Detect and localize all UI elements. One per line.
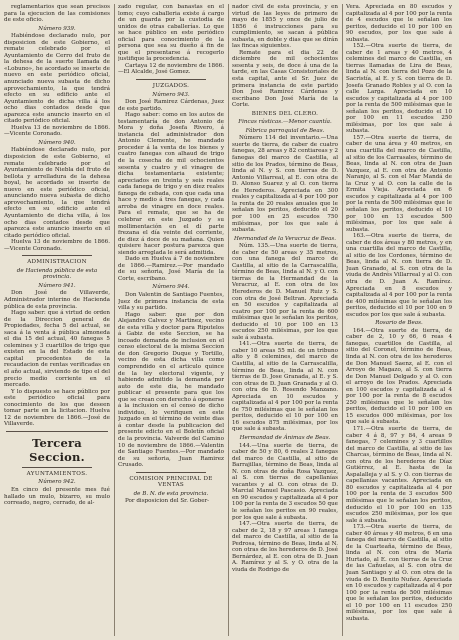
section-subheading: de B. N. de esta provincia. bbox=[133, 490, 209, 497]
paragraph: Hago saber: como en los autos de testamentaría de don Antonio de Mora y doña Josefa Rivero, á instancia del administrador don Antonio Clemente, he mandado proceder á la venta de los bienes y cuatro fanegas con alhaud de trigo de la cosecha de mil ochocientos sesenta y cuatro y el vinagre de dicha testamentaria existente; apreciados en treinta y seis reales cada fanega de trigo y en diez reales fanega de cebada, con que cada una hace y medio á tres fanegas, y cada arroba de vinagre en doce reales. Para el remate, que se ha de celebrar en este Juzgado y su mollimentación en el dí parte frezana el día veinte del corriente, de diez á doce de su mañana. Quien quisiere hacer postura parezca que siendo arreglada le será admitida. bbox=[118, 112, 224, 256]
paragraph: nador civil de esta provincia, y en virtud de las leyes de primero de mayo de 1855 y once de julio de 1856 é instrucciones para su cumplimiento, se sacan á pública subasta, en doble y dias que se dirán las fincas siguientes. bbox=[232, 4, 338, 50]
paragraph: Hago saber: que á virtud de orden de la Direccion general de Propiedades, fecha 5 del actual, se saca á la venta á pública almoneda el dia 15 del actual, 40 fanegas 5 celemines y 3 cuartillos de trigo que existen en la del Estado de esta capital procedentes de la recaudacion de rentas verificadas en el año actual, sirviendo de tipo el del precio medio corriente en el mercado. bbox=[4, 310, 110, 389]
column-rule bbox=[114, 4, 115, 636]
paragraph: Don José Ramirez Cárdenas, Juez de este partido. bbox=[118, 99, 224, 112]
paragraph: En cinco del presente mes fué hallado un mulo, bizarro, su mulo correado, negro, cerrado, de al- bbox=[4, 487, 110, 507]
paragraph: Núm. 135.—Una suerte de tierra, de caber de 50 areas y 35 metros, con una fanega del marco de Castilla, al sitio de la Carrascalilla, término de Beas, linda al N. y O. con tierras de la Hermandad de la Veracruz, al E. con otra de los Herederos de D. Manuel Ruiz y S. con otra de José Beltran. Apreciada en 50 escudos y capitalizada al cuatro por 100 por la renta de 600 milésimas que le señalan los peritos, deducido el 10 por 100 en 13 escudos 250 milésimas, por los que sale á subasta. bbox=[232, 243, 338, 341]
paragraph: Habiéndose declarado nulo, por disposicion de este Gobierno, el remate celebrado por el Ayuntamiento de Cerro del fruto de la dehesa de la suerte llamada de «Lobuno», he acordado se inserte de nuevo en este periódico oficial, anunciado nueva subasta de dicho aprovechamiento, la que tendrá efecto en su edificio ante el Ayuntamiento de dicha villa á los ocho dias contados desde que aparezca este anuncio inserto en el citado periódico oficial. bbox=[4, 33, 110, 125]
column-rule bbox=[228, 4, 229, 636]
section-heading: ADMINISTRACION bbox=[27, 259, 87, 266]
paragraph: reglamentarios que sean precisos para la ejecucion de las comisiones de este oficio. bbox=[4, 4, 110, 24]
paragraph: 152.—Otra suerte de tierra, de caber de 1 areas y 40 metros, 4 celemines del marco de Castilla, en tierras llamadas de Lira de Beas, linda al N. con tierra del Pozo de la Sacristía, al E. y S. con tierra de D. Josefa Granado Robles y al O. con la calle Larga. Apreciada en 10 escudos y capitalizada al 4 por 100 por la renta de 500 milésimas que le señalan los peritos, deducido el 10 por 100 en 11 escudos 250 milésimas, por los que sale á subasta. bbox=[346, 43, 452, 135]
paragraph: Remate para el dia 22 de diciembre de mil ochocientos sesenta y seis, de doce á una de la tarde, en las Casas Consistoriales de esta capital, ante el Sr. Juez de primera instancia de este partido Don José Ramirez Cárdenas y escribano Don José María de la Corte. bbox=[232, 49, 338, 109]
paragraph: 144.—Una suerte de tierra, de caber de 50 y 80, 6 reales 2 fanegas del marco de Castilla, al sitio de Barrajillas, término de Beas, linda al N. con otras de doña Rosa Vazquez, al S. con tierras de capellanías vacantes y al O. con otras de D. Marcial Manuel Pascasio. Apreciada en 90 escudos y capitalizada al 4 por 100 por la renta de 3 escudos 50 que le señalan los peritos en 90 reales, por los que sale á subasta. bbox=[232, 442, 338, 521]
paragraph: Y lo dispuesto se hace público por este periódico oficial para conocimiento de los que deseen tomar parte en la licitacion. Huelva 12 de noviembre de 1866.—José de Villaverde. bbox=[4, 388, 110, 428]
section-subheading: Fábrica parroquial de Beas. bbox=[245, 127, 325, 134]
section-subheading: Fincas rústicas.—Menor cuantía. bbox=[238, 119, 332, 126]
section-subheading: Hermandad de Ánimas de Beas. bbox=[239, 435, 331, 441]
signature: Huelva 13 de noviembre de 1866.—Vicente Coronado. bbox=[4, 124, 110, 138]
column-4 bbox=[346, 4, 452, 636]
column-1 bbox=[4, 4, 110, 636]
paragraph: 147.—Otra suerte de tierra, de caber de 2, 18 y 97 areas 1 fanega del marco de Castilla, al sitio de la Pedrosa, término de Beas, linda al N. con otras de los herederos de D. José Bernárdez, al E. con otra de D. Juan A. Ramírez y al S. y O. otra de la viuda de Rodrigo de bbox=[232, 521, 338, 573]
paragraph: 171.—Otra suerte de tierra, de caber 4 á 8, 97 y 84, 4 areas 9 fanegas, 7 celemines y 3 cuartillos del marco de Castilla, al sitio de las Charcas, término de Beas, linda al N. con otra de los herederos de Díaz Gutiérrez, al E. hasta de la Aspalalleja y al S. y O. con tierras de capellanías vacantes. Apreciada en 80 escudos y capitalizada al 4 por 100 por la renta de 3 escudos 500 milésimas que le señalan los peritos, deducido el 10 por 100 en 135 escudos 250 milésimas, por los que sale á subasta. bbox=[346, 426, 452, 524]
paragraph: 164.—Otra suerte de tierra, de caber de 2, 10 y 66, 6 reas 4 fanegas, cuartillos de Castilla, al sitio del Coronel, término de Beas, linda al N. con otra de los herederos de Don Manuel Saenz, al E. con el Arroyo de Magazo, al S. con tierra de Don Manuel Delgado y al O. con el arroyo de los Prados. Apreciada en 100 escudos y capitalizada al 4 por 100 por la renta de 8 escudos 250 milésimas que le señalan los peritos, deducido el 10 por 100 en 15 escudos 000 milésimas, por los que sale á subasta. bbox=[346, 327, 452, 426]
divider bbox=[6, 431, 108, 432]
notice-number: Número 942. bbox=[38, 479, 76, 486]
section-heading: COMISION PRINCIPAL DE VENTAS bbox=[129, 475, 213, 489]
paragraph: Don Valentin de Santiago Fuentes, Juez de primera instancia de esta villa y su partido. bbox=[118, 291, 224, 312]
section-title: Tercera Seccion. bbox=[29, 435, 85, 464]
paragraph: 163.—Otra suerte de tierra, de caber de dos áreas y 80 metros, y en una cuartilla del marco de Castilla, al sitio de los Cordones, término de Beas, linda al N. con tierra de D. Juan Granado, al S. con otra de la viuda de Andrés Villarreal y al O. con otra de D. Juan A. Ramírez. Apreciada en 8 escudos y capitalizada al 4 por 100 por la renta de 400 milésimas que le señalan los peritos, deducido el 10 por 100 en 9 escudos por los que sale á subasta. bbox=[346, 233, 452, 318]
notice-number: Número 943. bbox=[152, 91, 190, 98]
column-rule bbox=[342, 4, 343, 636]
section-heading: JUZGADOS. bbox=[152, 83, 190, 90]
section-heading: BIENES DEL CLERO. bbox=[251, 110, 319, 117]
section-subheading: Rosario de Beas. bbox=[375, 320, 423, 327]
notice-number: Número 944. bbox=[152, 284, 190, 291]
notice-number: Número 941. bbox=[38, 282, 76, 289]
divider bbox=[136, 472, 206, 473]
divider bbox=[22, 255, 92, 256]
paragraph: zado regular, con banastas en el lomo; cuyo caballeria existe á cargo de un guarda por la custodia de unidos de otras caballerías. Lo que se hace público en este periódico oficial para conocimiento de la persona que sea su dueño á fin de que el presentarse á recogerlo justifique la procedencia. bbox=[118, 4, 224, 63]
section-subheading: de Hacienda pública de esta provincia. bbox=[16, 267, 98, 281]
paragraph: Por disposicion del Sr. Gober- bbox=[125, 498, 210, 505]
notice-number: Número 940. bbox=[38, 139, 76, 146]
paragraph: Don José de Villaverde, Administrador interino de Hacienda pública de esta provincia. bbox=[4, 290, 110, 310]
signature: Cartaya 12 de noviembre de 1866.—El Alcalde, José Gomez. bbox=[118, 62, 224, 76]
paragraph: Habiéndose declarado nulo, por disposicion de este Gobierno, el remate celebrado por el Ayuntamiento de Niebla del fruto de bellota y arrelladura de la dehesa boyal, he acordado se inserte de nuevo en este periódico oficial, anunciando nueva subasta de dicho aprovechamiento, la que tendrá efecto en su edificio ante el Ayuntamiento de dicha villa, á los ocho dias contados desde que aparezca este anuncio inserto en el citado periódico oficial. bbox=[4, 147, 110, 239]
paragraph: 157.—Otra suerte de tierra, de caber de una área y 40 metros, en una cuartilla del marco de Castilla, al sitio de los Carrasales, término de Beas, linda al N. con otra de Juan Vazquez, al E. con otra de Antonio Naranjo, al S. con el Mar Mandá de la Cruz y al O. con la calle de la Ermita Vieja. Apreciada en 6 escudos y capitalizada al 4 por 100 por la renta de 500 milésimas que le señalan los peritos, deducido el 10 por 100 en 13 escudos 500 milésimas, por los que sale á subasta. bbox=[346, 134, 452, 233]
column-2 bbox=[118, 4, 224, 636]
signature: Huelva 13 de noviembre de 1866.—Vicente Coronado. bbox=[4, 239, 110, 252]
column-3 bbox=[232, 4, 338, 636]
paragraph: Hago saber: que por don Alejandro Calvez y Martinez, vecino de esta villa y doctor para Riputelos á Gabiz de este Seccion, se ha incoado demanda de inclusion en el censo electoral de la misma Seccion de don Gregorio Duque y Tortillo, vecino de esta dicha villa como comprendido en el articulo quince de la ley electoral vigente, y habiendo admitido la demanda por auto de este dia, he mandado publicar el presente para que los que se crean con derecho á oponerse á la inclusion en el censo de dicho individuo, lo verifiquen en este Juzgado en el término de veinte dias á contar desde la publicacion del presente edicto en el Boletín oficial de la provincia. Valverde del Camino 10 de noviembre de 1866.—Valentin de Santiago Fuentes.—Por mandado de su señoria, Juan Ramirez Crusado. bbox=[118, 311, 224, 469]
notice-number: Número 939. bbox=[38, 25, 76, 32]
section-heading: AYUNTAMIENTOS. bbox=[26, 470, 88, 477]
paragraph: Número 114 del inventario.—Una suerte de tierra, de caber de cuatro fanegas, 28 areas y 82 centiareas y 2 fanegas del marco de Castilla, al sitio de los Prados, término de Beas, linda al N. y S. con tierras de D. Antonio Villarreal, al E. con otra de D. Alonso Suarez y al O. con tierra de Herederos. Apreciada en 300 reales y capitalizada al 4 por 100 por la renta de 20 reales anuales que le señalan los peritos, deducido el 20 por 100 en 25 escudos 750 milésimas, por los que sale á subasta. bbox=[232, 135, 338, 234]
signature: Dado en Huelva á 7 de noviembre de 1866.—Ramirez.—Por mandado de su señoria, José María de la Corte, escribano. bbox=[118, 256, 224, 282]
section-subheading: Hermandad de la Veracruz de Beas. bbox=[233, 235, 336, 242]
paragraph: 173.—Otra suerte de tierra, de caber 40 áreas y 40 metros, 6 en una fanega del marco de Castilla, al sitio de la Cuarteaña, término de Beas, linda al N. con otra de María Hurtado, al E. con tierras de la Cruz de las Cañuelas, al S. con otra de Juan Santiago y al O. con otra de la viuda de D. Benito Nuñez. Apreciada en 10 escudos y capitalizada al 4 por 100 por la renta de 500 milésimas que le señalan los peritos, deducido el 10 por 100 en 11 escudos 250 milésimas, por los que sale á subasta. bbox=[346, 524, 452, 622]
divider bbox=[136, 79, 206, 80]
paragraph: 141.—Otra suerte de tierra, de caber 10 areas 55 ml. de un tribuno alto y 8 celemines, del marco de Castilla, al sitio de la Carrascalilla, término de Beas, linda al N. con tierras de D. Jose Granada, al E. y S. con otras de D. Juan Granada y al O. con otra de D. Rosendo Manzano. Apreciada en 10 escudos y capitalizada al 4 por 100 por la renta de 750 milésimas que le señalan los peritos, deducido el 10 por 100 en 16 escudos 875 milésimas, por los que sale á subasta. bbox=[232, 341, 338, 433]
divider bbox=[22, 467, 92, 468]
paragraph: Vera. Apreciada en 80 escudos y capitalizada al 4 por 100 por la renta de 4 escudos que le señalan los peritos, deducido el 10 por 100 en 90 escudos, por los que sale á subasta. bbox=[346, 4, 452, 43]
